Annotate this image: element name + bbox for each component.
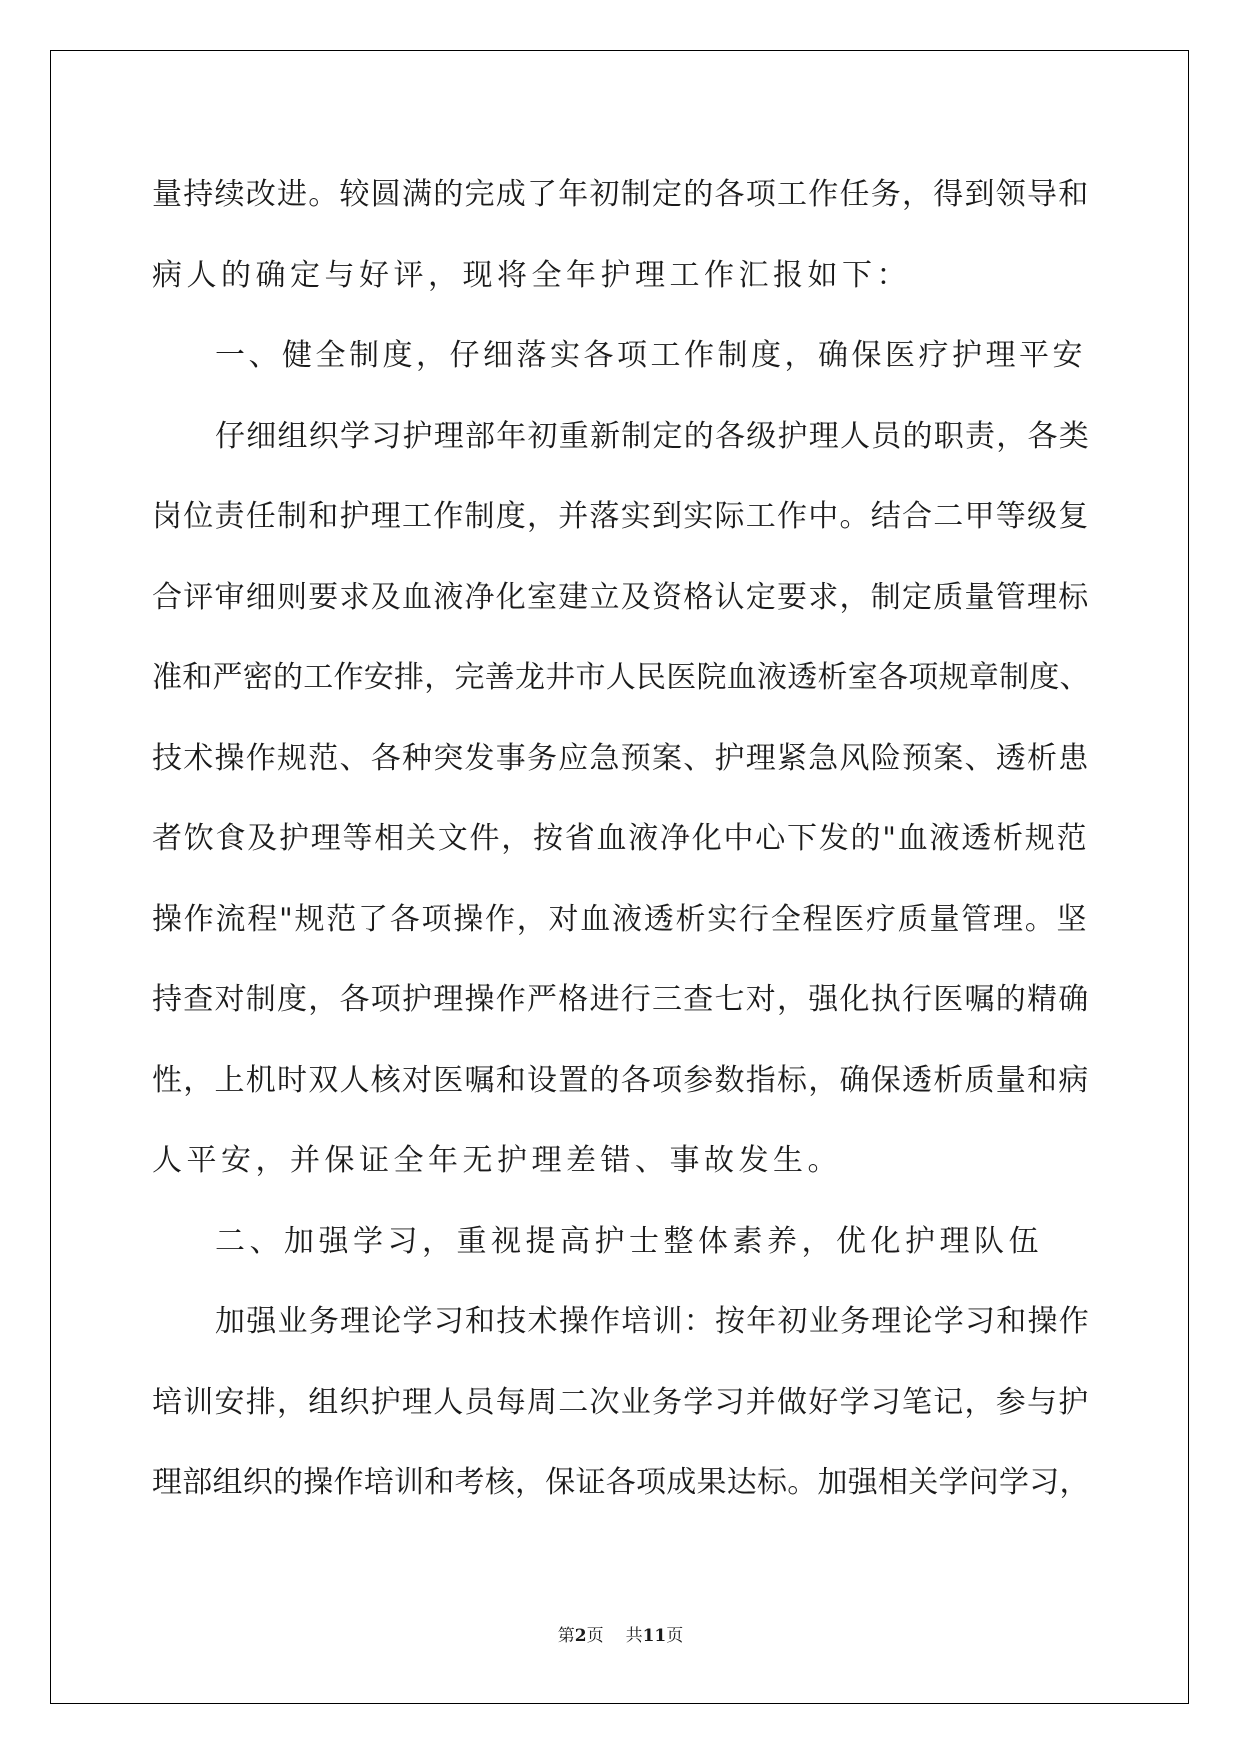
text-line: 人平安，并保证全年无护理差错、事故发生。	[152, 1143, 842, 1178]
footer-total-suffix: 页	[666, 1626, 684, 1646]
text-line: 合评审细则要求及血液净化室建立及资格认定要求，制定质量管理标	[152, 579, 1090, 615]
text-line: 仔细组织学习护理部年初重新制定的各级护理人员的职责，各类	[215, 418, 1090, 454]
footer-prefix: 第	[557, 1626, 575, 1646]
text-line: 岗位责任制和护理工作制度，并落实到实际工作中。结合二甲等级复	[152, 499, 1090, 534]
text-line: 病人的确定与好评，现将全年护理工作汇报如下：	[152, 257, 911, 293]
text-line: 一、健全制度，仔细落实各项工作制度，确保医疗护理平安	[215, 338, 1086, 373]
text-line: 理部组织的操作培训和考核，保证各项成果达标。加强相关学问学习，	[152, 1465, 1090, 1500]
text-line: 二、加强学习，重视提高护士整体素养，优化护理队伍	[215, 1223, 1043, 1259]
text-line: 者饮食及护理等相关文件，按省血液净化中心下发的"血液透析规范	[152, 821, 1089, 856]
text-line: 性，上机时双人核对医嘱和设置的各项参数指标，确保透析质量和病	[152, 1062, 1090, 1098]
text-line: 加强业务理论学习和技术操作培训：按年初业务理论学习和操作	[215, 1304, 1090, 1339]
text-line: 操作流程"规范了各项操作，对血液透析实行全程医疗质量管理。坚	[152, 901, 1089, 937]
current-page-number: 2	[574, 1626, 587, 1646]
page-footer	[0, 1624, 1241, 1648]
text-line: 持查对制度，各项护理操作严格进行三查七对，强化执行医嘱的精确	[152, 982, 1090, 1017]
total-page-count: 11	[642, 1626, 667, 1646]
text-line: 技术操作规范、各种突发事务应急预案、护理紧急风险预案、透析患	[152, 740, 1090, 776]
footer-page-suffix: 页	[586, 1626, 604, 1646]
footer-total-prefix: 共	[625, 1626, 643, 1646]
text-line: 培训安排，组织护理人员每周二次业务学习并做好学习笔记，参与护	[152, 1384, 1090, 1420]
document-body	[152, 155, 1092, 1524]
text-line: 量持续改进。较圆满的完成了年初制定的各项工作任务，得到领导和	[152, 177, 1090, 212]
text-line: 准和严密的工作安排，完善龙井市人民医院血液透析室各项规章制度、	[152, 660, 1090, 695]
